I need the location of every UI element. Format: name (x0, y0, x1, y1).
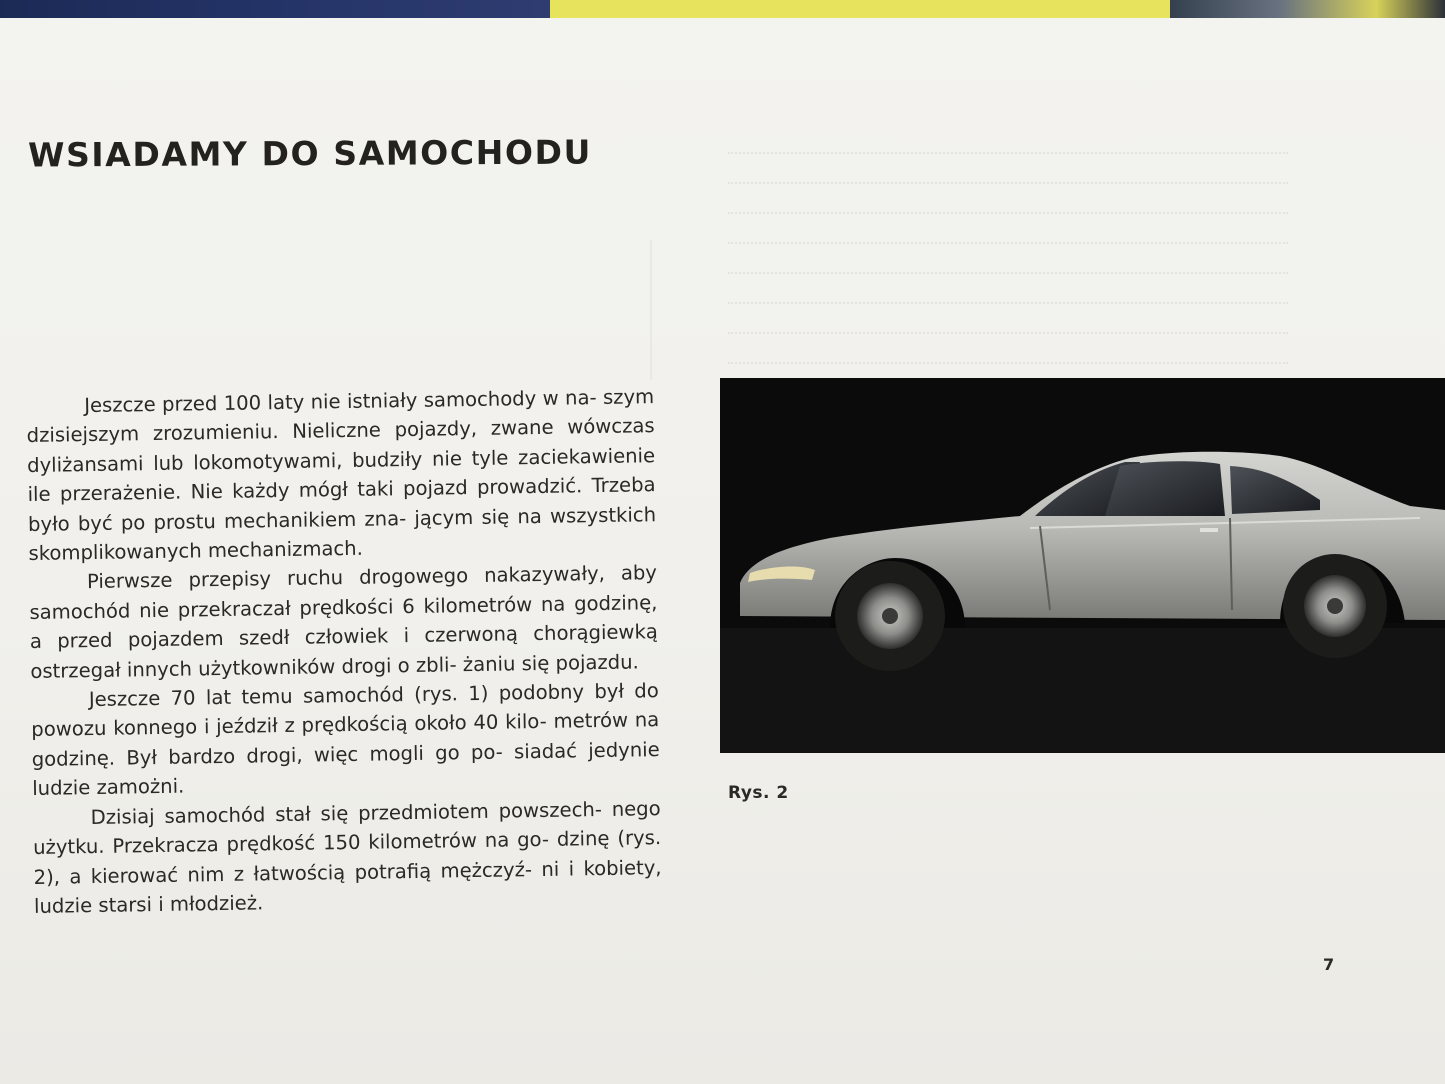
cover-edge-photo (1170, 0, 1445, 20)
paragraph-3: Jeszcze 70 lat temu samochód (rys. 1) podobny był do powozu konnego i jeździł z prędkością około 40 kilo- metrów na godzinę. Był bardzo drogi, więc mogli go po- siadać jedynie ludzie zamożni. (31, 679, 660, 801)
sports-coupe-illustration (720, 378, 1445, 753)
car-photo (720, 378, 1445, 753)
page-number: 7 (1323, 955, 1335, 974)
show-through-text (728, 130, 1328, 370)
paragraph-4: Dzisiaj samochód stał się przedmiotem powszech- nego użytku. Przekracza prędkość 150 kilometrów na go- dzinę (rys. 2), a kierować nim z łatwością potrafią mężczyź- ni i kobiety, ludzie starsi i młodzież. (32, 796, 662, 918)
side-window (1105, 461, 1225, 516)
figure-caption: Rys. 2 (728, 783, 789, 803)
body-text (26, 382, 662, 921)
paragraph-2: Pierwsze przepisy ruchu drogowego nakazywały, aby samochód nie przekraczał prędkości 6 kilometrów na godzinę, a przed pojazdem szedł człowiek i czerwoną chorągiewką ostrzegał innych użytkowników drogi o zbli- żaniu się pojazdu. (29, 561, 659, 683)
paragraph-1: Jeszcze przed 100 laty nie istniały samochody w na- szym dzisiejszym zrozumieniu. Nieliczne pojazdy, zwane wówczas dyliżansami lub lokomotywami, budziły nie tyle zaciekawienie ile przerażenie. Nie każdy mógł taki pojazd prowadzić. Trzeba było być po prostu mechanikiem zna- jącym się na wszystkich skomplikowanych mechanizmach. (26, 385, 657, 566)
cover-edge-yellow (550, 0, 1170, 20)
show-through-illustration (20, 240, 652, 380)
page-title: WSIADAMY DO SAMOCHODU (27, 132, 593, 175)
